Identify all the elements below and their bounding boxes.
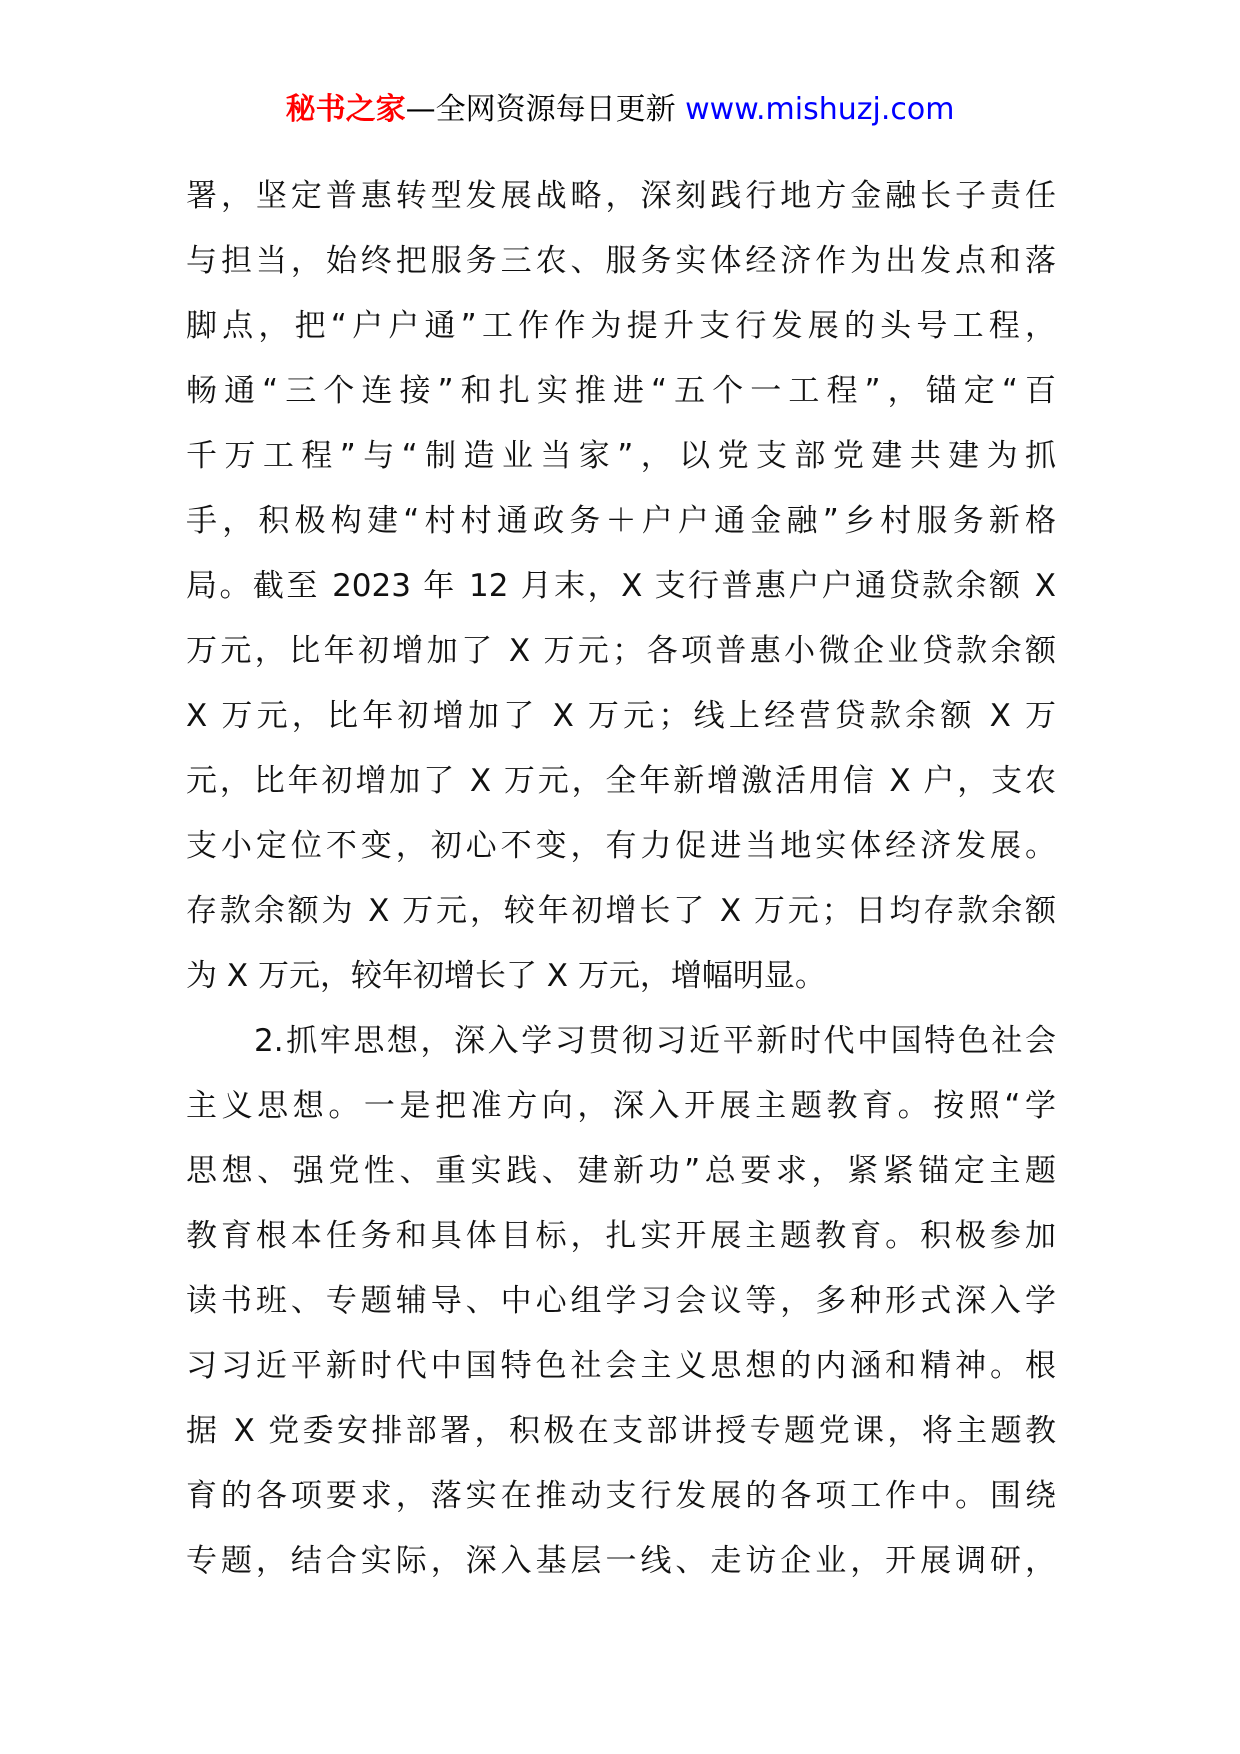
header-tagline: —全网资源每日更新: [405, 92, 676, 127]
text-line: 2.抓牢思想，深入学习贯彻习近平新时代中国特色社会: [254, 1023, 1056, 1059]
text-line: 千万工程”与“制造业当家”，以党支部党建共建为抓: [186, 438, 1056, 474]
text-line: 主义思想。一是把准方向，深入开展主题教育。按照“学: [186, 1088, 1056, 1124]
text-line: 存款余额为 X 万元，较年初增长了 X 万元；日均存款余额: [186, 893, 1056, 929]
text-line: 署，坚定普惠转型发展战略，深刻践行地方金融长子责任: [186, 178, 1056, 214]
text-line: 畅通“三个连接”和扎实推进“五个一工程”，锚定“百: [186, 373, 1056, 409]
page-header: [0, 88, 1240, 132]
text-line: 教育根本任务和具体目标，扎实开展主题教育。积极参加: [186, 1218, 1056, 1254]
header-brand: 秘书之家: [285, 92, 406, 127]
text-line: 读书班、专题辅导、中心组学习会议等，多种形式深入学: [186, 1283, 1056, 1319]
header-url-link[interactable]: www.mishuzj.com: [685, 92, 955, 127]
text-line: 专题，结合实际，深入基层一线、走访企业，开展调研，: [186, 1543, 1056, 1579]
text-line: 习习近平新时代中国特色社会主义思想的内涵和精神。根: [186, 1348, 1056, 1384]
text-line: 手，积极构建“村村通政务＋户户通金融”乡村服务新格: [186, 503, 1056, 539]
text-line: 局。截至 2023 年 12 月末，X 支行普惠户户通贷款余额 X: [186, 568, 1056, 604]
text-line: 与担当，始终把服务三农、服务实体经济作为出发点和落: [186, 243, 1056, 279]
text-line: 万元，比年初增加了 X 万元；各项普惠小微企业贷款余额: [186, 633, 1056, 669]
text-line: 据 X 党委安排部署，积极在支部讲授专题党课，将主题教: [186, 1413, 1056, 1449]
text-line: 育的各项要求，落实在推动支行发展的各项工作中。围绕: [186, 1478, 1056, 1514]
paragraph: [186, 1009, 1056, 1594]
text-line: 支小定位不变，初心不变，有力促进当地实体经济发展。: [186, 828, 1056, 864]
paragraph: [186, 164, 1056, 1009]
text-line: 思想、强党性、重实践、建新功”总要求，紧紧锚定主题: [186, 1153, 1056, 1189]
text-line: X 万元，比年初增加了 X 万元；线上经营贷款余额 X 万: [186, 698, 1056, 734]
text-line: 为 X 万元，较年初增长了 X 万元，增幅明显。: [186, 958, 826, 994]
text-line: 元，比年初增加了 X 万元，全年新增激活用信 X 户，支农: [186, 763, 1056, 799]
text-line: 脚点，把“户户通”工作作为提升支行发展的头号工程，: [186, 308, 1056, 344]
document-body: [186, 164, 1056, 1594]
